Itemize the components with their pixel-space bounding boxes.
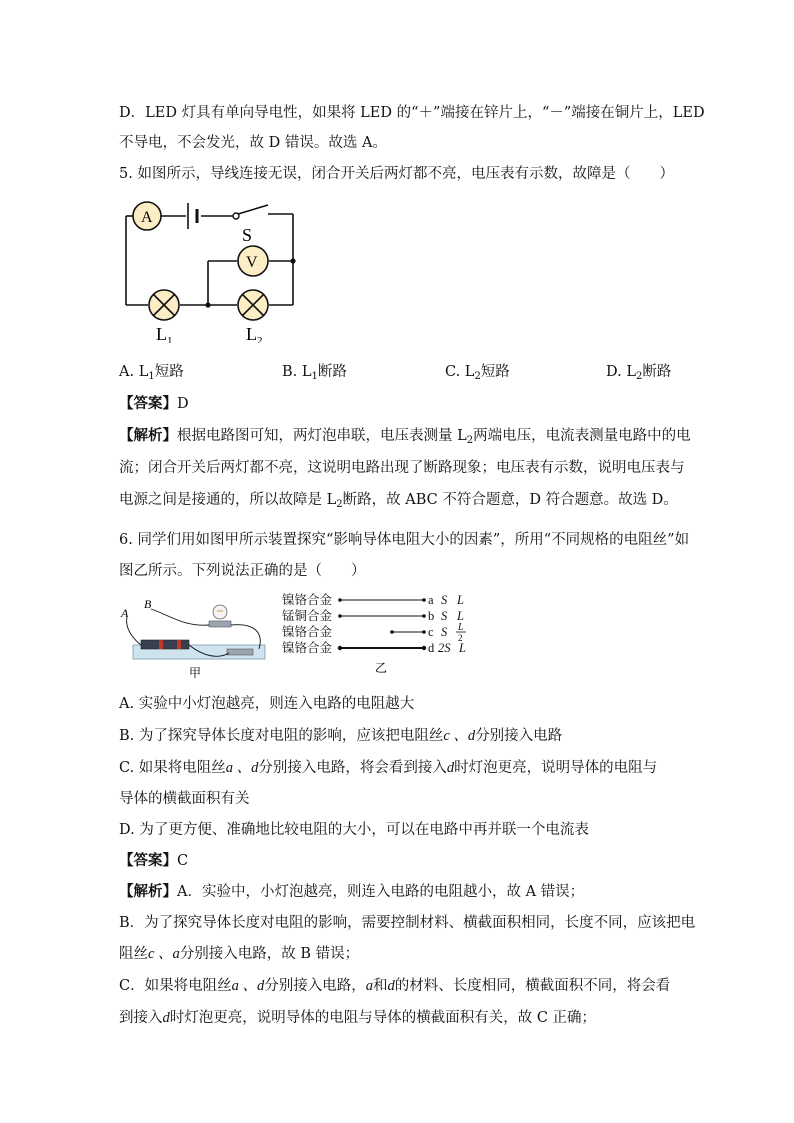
ammeter-label: A [141, 209, 153, 226]
question-6-stem-line-1: 6. 同学们用如图甲所示装置探究“影响导体电阻大小的因素”，所用“不同规格的电阻丝”如 [119, 532, 690, 548]
q6-explanation-line-5: 到接入d时灯泡更亮，说明导体的电阻与导体的横截面积有关，故 C 正确； [119, 1010, 597, 1026]
q6-option-b: B. 为了探究导体长度对电阻的影响，应该把电阻丝c 、d分别接入电路 [119, 728, 563, 744]
figure-jia-apparatus [119, 597, 269, 679]
q5-choice-c: C. $L_2$短路 [445, 364, 510, 382]
figure-jia-caption: 甲 [189, 666, 202, 679]
figure-yi-caption: 乙 [375, 661, 388, 674]
wire-d-area: 2S [438, 641, 451, 655]
q5-explanation-line-2: 流；闭合开关后两灯都不亮，这说明电路出现了断路现象；电压表有示数，说明电压表与 [119, 460, 685, 476]
wire-b-length: L [457, 609, 464, 623]
q6-option-a: A. 实验中小灯泡越亮，则连入电路的电阻越大 [119, 696, 415, 712]
wire-c-id: c [428, 625, 434, 639]
junction-right [290, 258, 295, 263]
knife-switch [227, 649, 253, 655]
wire-a-id: a [428, 593, 434, 607]
voltmeter [238, 246, 268, 276]
q6-explanation-line-3: 阻丝c 、a分别接入电路，故 B 错误； [119, 946, 360, 962]
lamp-l1 [149, 290, 179, 320]
q6-option-d: D. 为了更方便、准确地比较电阻的大小，可以在电路中再并联一个电流表 [119, 822, 589, 838]
wire-b-id: b [428, 609, 435, 623]
q5-explanation-line-3: 电源之间是接通的，所以故障是 $L_2$断路，故 ABC 不符合题意，D 符合题意。故选 D。 [119, 492, 678, 510]
text-line-option-d-prev: D．LED 灯具有单向导电性，如果将 LED 的“＋”端接在锌片上，“－”端接在铜片上，LED [119, 105, 705, 121]
q6-answer: 【答案】C [119, 852, 189, 869]
q5-choice-d: D. $L_2$断路 [606, 364, 672, 382]
q6-explanation-line-4: C．如果将电阻丝a 、d分别接入电路，a和d的材料、长度相同，横截面积不同，将会看 [119, 978, 671, 994]
wire-b-area: S [441, 609, 448, 623]
battery-pack [141, 640, 189, 649]
wire-b-material: 锰铜合金 [282, 609, 333, 623]
wire-c-material: 镍铬合金 [282, 625, 333, 639]
q6-option-c-line-1: C. 如果将电阻丝a 、d分别接入电路，将会看到接入d时灯泡更亮，说明导体的电阻与 [119, 760, 658, 776]
wire-c-length-den: 2 [458, 633, 463, 643]
wire-d-length: L [459, 641, 466, 655]
q5-answer: 【答案】D [119, 395, 189, 412]
wire-a-area: S [441, 593, 448, 607]
lamp-l2 [238, 290, 268, 320]
q6-explanation-line-1: 【解析】A．实验中，小灯泡越亮，则连入电路的电阻越小，故 A 错误； [119, 883, 585, 900]
q6-explanation-line-2: B．为了探究导体长度对电阻的影响，需要控制材料、横截面积相同，长度不同，应该把电 [119, 915, 696, 931]
text-line-option-d-prev-cont: 不导电，不会发光，故 D 错误。故选 A。 [119, 135, 387, 151]
lamp-l2-label: $L_2$ [246, 324, 263, 343]
q5-explanation-line-1: 【解析】根据电路图可知，两灯泡串联，电压表测量 $L_2$两端电压，电流表测量电路中的电 [119, 427, 691, 446]
wire-end-label-b: B [144, 597, 152, 611]
wire-end-label-a: A [121, 606, 129, 620]
wire-a-material: 镍铬合金 [282, 593, 333, 607]
junction-left [205, 302, 210, 307]
q5-choice-b: B. $L_1$断路 [282, 364, 347, 382]
q5-choice-a: A. $L_1$短路 [119, 364, 184, 382]
bulb [209, 605, 231, 627]
question-6-stem-line-2: 图乙所示。下列说法正确的是（ ） [119, 563, 366, 579]
lamp-l1-label: $L_1$ [156, 324, 173, 343]
wire-c-area: S [441, 625, 448, 639]
q6-option-c-line-2: 导体的横截面积有关 [119, 791, 250, 807]
wire-d-id: d [428, 641, 435, 655]
circuit-diagram-q5 [120, 198, 310, 343]
voltmeter-label: V [246, 254, 258, 271]
wire-c-length-num: L [458, 622, 464, 633]
ammeter [133, 202, 161, 230]
switch-label: S [242, 225, 253, 245]
wire-d-material: 镍铬合金 [282, 641, 333, 655]
figure-yi-resistance-wires [278, 592, 478, 674]
switch-s [233, 205, 268, 219]
question-5-stem: 5. 如图所示，导线连接无误，闭合开关后两灯都不亮，电压表有示数，故障是（ ） [119, 166, 674, 182]
wire-a-length: L [457, 593, 464, 607]
